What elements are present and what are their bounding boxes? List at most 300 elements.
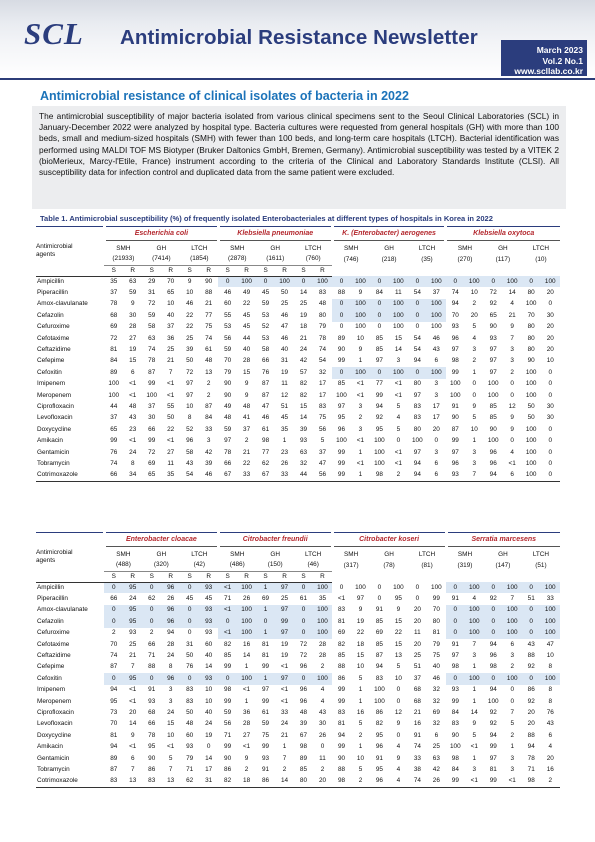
susceptible-percent: 68 <box>413 686 421 694</box>
susceptible-percent: 97 <box>489 368 497 376</box>
susceptible-percent: 97 <box>337 402 346 410</box>
resistant-percent: 100 <box>541 605 560 616</box>
susceptible-percent: 81 <box>489 765 497 773</box>
susceptible-percent: 67 <box>218 470 237 481</box>
resistant-percent: 44 <box>243 334 251 342</box>
resistant-percent: 100 <box>313 616 332 627</box>
resistant-percent: 40 <box>167 311 175 319</box>
hospital-type-label: SMH <box>344 245 359 252</box>
isolate-count: (46) <box>307 561 319 569</box>
resistant-percent: 0 <box>396 731 401 739</box>
resistant-percent: 100 <box>465 616 484 627</box>
susceptible-percent: 0 <box>446 605 465 616</box>
resistant-percent: 100 <box>351 276 370 287</box>
antimicrobial-agent-name: Meropenem <box>37 391 72 399</box>
susceptible-percent: 89 <box>299 754 308 762</box>
susceptible-percent: 90 <box>337 346 346 354</box>
resistant-percent: 100 <box>465 276 484 287</box>
susceptible-percent: 97 <box>413 448 421 456</box>
resistant-percent: 15 <box>243 368 251 376</box>
susceptible-percent: 57 <box>299 368 308 376</box>
isolate-count: (486) <box>229 561 245 569</box>
resistant-percent: 10 <box>356 754 365 762</box>
resistant-percent: 95 <box>123 605 142 616</box>
susceptible-percent: 0 <box>415 595 420 603</box>
resistant-percent: 2 <box>541 776 560 787</box>
susceptible-percent: 99 <box>489 743 497 751</box>
susceptible-percent: 19 <box>299 311 308 319</box>
susceptible-percent: 100 <box>525 448 537 456</box>
resistant-percent: 9 <box>358 346 363 354</box>
susceptible-percent: 83 <box>337 606 346 614</box>
table-row <box>36 356 560 367</box>
susceptible-percent: 61 <box>262 425 270 433</box>
resistant-percent: 1 <box>358 357 363 365</box>
susceptible-percent: 91 <box>375 606 383 614</box>
susceptible-percent: 89 <box>110 368 118 376</box>
resistant-percent: 9 <box>472 720 477 728</box>
table-row <box>36 287 560 298</box>
organism-name: Enterobacter cloacae <box>104 533 218 547</box>
resistant-percent: 1 <box>472 368 477 376</box>
susceptible-percent: 66 <box>110 595 118 603</box>
susceptible-percent: 0 <box>370 367 389 378</box>
susceptible-label: S <box>142 571 161 582</box>
resistant-percent: 83 <box>318 402 327 410</box>
resistant-percent: 26 <box>167 595 175 603</box>
resistant-label: R <box>275 571 294 582</box>
susceptible-percent: 71 <box>148 652 156 660</box>
susceptible-percent: 98 <box>370 470 389 481</box>
resistant-percent: 3 <box>434 391 439 399</box>
susceptible-percent: 63 <box>299 448 308 456</box>
susceptible-percent: 1 <box>256 605 275 616</box>
resistant-percent: 94 <box>167 629 175 637</box>
susceptible-percent: 69 <box>337 629 346 637</box>
resistant-percent: 33 <box>205 425 213 433</box>
resistant-percent: 28 <box>318 652 327 660</box>
resistant-percent: 12 <box>508 402 516 410</box>
susceptible-percent: 93 <box>148 697 156 705</box>
susceptible-percent: 92 <box>489 720 497 728</box>
resistant-percent: <1 <box>167 380 175 388</box>
resistant-percent: 13 <box>394 652 402 660</box>
susceptible-label: S <box>104 265 123 276</box>
resistant-percent: 0 <box>206 743 211 751</box>
susceptible-percent: 0 <box>142 616 161 627</box>
resistant-percent: 39 <box>205 459 213 467</box>
resistant-percent: 15 <box>394 334 402 342</box>
susceptible-percent: 99 <box>224 743 232 751</box>
resistant-percent: 9 <box>510 323 514 331</box>
resistant-percent: 96 <box>161 605 180 616</box>
hospital-type-label: SMH <box>457 245 473 252</box>
susceptible-percent: 83 <box>337 708 346 716</box>
resistant-percent: 3 <box>510 346 514 354</box>
susceptible-percent: 25 <box>413 652 421 660</box>
resistant-percent: 35 <box>161 470 180 481</box>
antimicrobial-agent-name: Tobramycin <box>37 765 70 773</box>
susceptible-percent: 78 <box>110 300 118 308</box>
newsletter-header <box>0 0 595 80</box>
resistant-percent: 30 <box>318 720 327 728</box>
resistant-label: R <box>123 265 142 276</box>
susceptible-percent: 0 <box>332 367 351 378</box>
susceptible-percent: 0 <box>142 673 161 684</box>
susceptible-percent: 47 <box>262 402 270 410</box>
resistant-percent: 6 <box>503 470 522 481</box>
susceptible-percent: 93 <box>446 470 465 481</box>
susceptible-percent: 96 <box>299 697 308 705</box>
susceptible-percent: 58 <box>186 448 194 456</box>
susceptible-percent: 90 <box>451 414 459 422</box>
susceptible-percent: 20 <box>413 640 421 648</box>
resistant-percent: 37 <box>432 289 440 297</box>
resistant-percent: 100 <box>427 299 446 310</box>
resistant-percent: 42 <box>205 448 213 456</box>
resistant-percent: 1 <box>244 697 249 705</box>
resistant-percent: 3 <box>434 380 439 388</box>
susceptible-percent: 0 <box>294 673 313 684</box>
susceptible-percent: 87 <box>110 765 118 773</box>
susceptible-percent: 1 <box>256 673 275 684</box>
susceptible-percent: 93 <box>489 334 497 342</box>
resistant-percent: 0 <box>548 459 553 467</box>
resistant-percent: 3 <box>358 425 363 433</box>
resistant-percent: 5 <box>358 674 363 682</box>
resistant-percent: 14 <box>205 754 213 762</box>
hospital-type-row <box>36 241 560 255</box>
hospital-type-label: SMH <box>116 551 131 558</box>
susceptible-percent: 95 <box>148 743 156 751</box>
resistant-percent: 100 <box>393 323 404 331</box>
susceptible-percent: 98 <box>262 437 270 445</box>
organism-name: Citrobacter freundii <box>218 533 332 547</box>
resistant-percent: 1 <box>358 686 363 694</box>
hospital-type-label: LTCH <box>191 245 208 252</box>
resistant-percent: 0 <box>548 425 553 433</box>
resistant-percent: 20 <box>313 776 332 787</box>
susceptible-percent: 60 <box>224 300 232 308</box>
susceptible-percent: 88 <box>148 663 156 671</box>
resistant-percent: 75 <box>205 323 213 331</box>
susceptible-percent: 15 <box>299 402 308 410</box>
susceptible-percent: 53 <box>262 334 270 342</box>
resistant-percent: 35 <box>318 595 327 603</box>
susceptible-percent: 0 <box>104 605 123 616</box>
resistant-percent: 5 <box>396 402 401 410</box>
susceptible-percent: 0 <box>484 605 503 616</box>
susceptible-percent: 0 <box>408 299 427 310</box>
susceptible-percent: 96 <box>489 652 497 660</box>
resistant-percent: 4 <box>396 765 401 773</box>
resistant-percent: <1 <box>129 697 137 705</box>
resistant-percent: 31 <box>199 776 218 787</box>
resistant-percent: 93 <box>199 582 218 593</box>
resistant-percent: 100 <box>313 276 332 287</box>
susceptible-percent: 0 <box>415 323 420 331</box>
resistant-percent: 7 <box>168 368 173 376</box>
susceptible-percent: 94 <box>413 357 421 365</box>
susceptible-percent: 92 <box>527 697 535 705</box>
resistant-percent: 93 <box>199 605 218 616</box>
resistant-label: R <box>161 571 180 582</box>
antimicrobial-agent-name: Ceftazidime <box>37 652 71 660</box>
resistant-percent: 14 <box>394 346 402 354</box>
resistant-percent: 69 <box>432 708 440 716</box>
table-row <box>36 741 560 752</box>
resistant-percent: 55 <box>167 402 175 410</box>
susceptible-percent: 87 <box>375 652 383 660</box>
resistant-percent: 0 <box>396 437 401 445</box>
susceptible-percent: 44 <box>294 470 313 481</box>
hospital-type-label: LTCH <box>305 245 322 252</box>
susceptible-percent: 90 <box>148 754 156 762</box>
resistant-percent: 3 <box>434 448 439 456</box>
resistant-percent: 3 <box>168 686 173 694</box>
susceptible-percent: 0 <box>484 616 503 627</box>
susceptible-percent: 69 <box>148 459 156 467</box>
antimicrobial-agent-name: Ciprofloxacin <box>37 402 74 410</box>
susceptible-percent: 37 <box>148 402 156 410</box>
resistant-percent: 1 <box>510 743 515 751</box>
susceptible-percent: 87 <box>110 663 118 671</box>
susceptible-percent: 99 <box>337 448 346 456</box>
resistant-percent: 8 <box>168 663 173 671</box>
resistant-percent: 45 <box>243 311 251 319</box>
susceptible-percent: 100 <box>525 391 537 399</box>
susceptible-percent: 22 <box>186 323 194 331</box>
susceptible-percent: 99 <box>224 663 232 671</box>
resistant-percent: 20 <box>432 425 440 433</box>
susceptible-percent: 88 <box>527 652 535 660</box>
susceptible-percent: 1 <box>256 582 275 593</box>
issue-website: www.scllab.co.kr <box>514 66 583 76</box>
resistant-percent: <1 <box>242 743 251 751</box>
resistant-percent: 3 <box>472 459 477 467</box>
resistant-percent: 33 <box>280 708 289 716</box>
susceptible-percent: 67 <box>299 731 308 739</box>
susceptible-percent: 0 <box>522 616 541 627</box>
susceptible-percent: 95 <box>375 765 383 773</box>
antimicrobial-agent-name: Tobramycin <box>37 459 70 467</box>
resistant-label: R <box>313 265 332 276</box>
susceptible-percent: 66 <box>148 640 156 648</box>
resistant-percent: 0 <box>510 391 514 399</box>
resistant-percent: 96 <box>161 673 180 684</box>
resistant-percent: <1 <box>167 437 175 445</box>
resistant-percent: 100 <box>389 276 408 287</box>
resistant-percent: 2 <box>206 380 211 388</box>
resistant-percent: 88 <box>205 289 213 297</box>
susceptible-percent: 0 <box>218 673 237 684</box>
susceptible-percent: 93 <box>261 754 270 762</box>
resistant-percent: 9 <box>472 402 477 410</box>
resistant-percent: 74 <box>205 334 213 342</box>
antimicrobial-agent-name: Gentamicin <box>37 754 70 762</box>
resistant-percent: 9 <box>396 606 401 614</box>
susceptible-percent: 75 <box>261 731 270 739</box>
susceptible-percent: 59 <box>261 720 270 728</box>
susceptible-percent: 99 <box>148 380 156 388</box>
resistant-percent: 100 <box>393 583 404 591</box>
susceptible-percent: 37 <box>110 414 118 422</box>
resistant-percent: 3 <box>472 765 477 773</box>
resistant-percent: 97 <box>275 605 294 616</box>
resistant-percent: 45 <box>243 323 251 331</box>
resistant-percent: 0 <box>320 743 325 751</box>
susceptible-percent: 0 <box>484 582 503 593</box>
resistant-percent: 80 <box>432 617 440 625</box>
susceptible-percent: 71 <box>224 595 232 603</box>
susceptible-percent: 96 <box>299 663 308 671</box>
isolate-count: (51) <box>535 561 547 569</box>
susceptible-percent: 94 <box>527 743 535 751</box>
antimicrobial-agent-name: Doxycycline <box>37 425 72 433</box>
susceptible-percent: 71 <box>224 731 232 739</box>
susceptible-percent: 25 <box>186 334 194 342</box>
susceptible-percent: 90 <box>224 391 232 399</box>
susceptible-percent: 59 <box>224 425 232 433</box>
susceptible-percent: 56 <box>224 334 232 342</box>
susceptible-percent: 96 <box>337 425 346 433</box>
susceptible-percent: 67 <box>256 470 275 481</box>
susceptible-percent: 16 <box>413 720 421 728</box>
resistant-percent: 0 <box>548 437 553 445</box>
resistant-percent: 70 <box>167 277 175 285</box>
susceptible-percent: 0 <box>142 582 161 593</box>
resistant-percent: 17 <box>432 414 440 422</box>
antimicrobial-agent-name: Cefazolin <box>37 311 64 319</box>
resistant-percent: 97 <box>275 673 294 684</box>
table-row <box>36 470 560 481</box>
resistant-percent: 36 <box>243 708 251 716</box>
resistant-percent: <1 <box>129 743 137 751</box>
antimicrobial-agent-name: Amikacin <box>37 743 63 751</box>
susceptible-percent: 43 <box>527 640 535 648</box>
susceptible-percent: 58 <box>262 346 270 354</box>
susceptible-percent: 0 <box>370 299 389 310</box>
table-row <box>36 696 560 707</box>
resistant-percent: 74 <box>318 346 327 354</box>
susceptible-percent: 74 <box>451 289 459 297</box>
susceptible-percent: 96 <box>489 448 497 456</box>
resistant-percent: 17 <box>205 765 213 773</box>
resistant-percent: 20 <box>546 754 554 762</box>
resistant-percent: 70 <box>432 606 440 614</box>
resistant-percent: 21 <box>243 448 251 456</box>
susceptible-percent: 35 <box>110 277 118 285</box>
resistant-percent: 96 <box>161 616 180 627</box>
susceptible-percent: 2 <box>149 629 154 637</box>
resistant-percent: 10 <box>470 425 478 433</box>
susceptible-percent: 97 <box>451 448 459 456</box>
susceptible-percent: 66 <box>148 425 156 433</box>
susceptible-percent: 100 <box>374 459 385 467</box>
table-row <box>36 390 560 401</box>
resistant-percent: <1 <box>167 391 175 399</box>
resistant-percent: 30 <box>546 402 554 410</box>
newsletter-title: Antimicrobial Resistance Newsletter <box>120 26 478 49</box>
susceptible-percent: 100 <box>374 686 385 694</box>
resistant-percent: 1 <box>472 663 477 671</box>
susceptible-percent: 48 <box>299 708 308 716</box>
susceptible-percent: 97 <box>413 391 421 399</box>
resistant-percent: 9 <box>244 754 249 762</box>
susceptible-percent: 72 <box>148 448 156 456</box>
antimicrobial-agent-name: Cefuroxime <box>37 629 70 637</box>
susceptible-percent: 25 <box>299 300 308 308</box>
resistant-percent: 28 <box>129 323 137 331</box>
resistant-percent: 6 <box>434 731 439 739</box>
susceptible-percent: 50 <box>186 652 194 660</box>
antimicrobial-agent-name: Meropenem <box>37 697 72 705</box>
susceptible-percent: 77 <box>375 380 383 388</box>
susceptible-percent: 100 <box>522 470 541 481</box>
susceptible-percent: 74 <box>413 743 421 751</box>
susceptible-percent: 98 <box>451 357 459 365</box>
resistant-percent: 3 <box>168 697 173 705</box>
susceptible-percent: 86 <box>224 765 232 773</box>
resistant-percent: 0 <box>540 470 560 481</box>
resistant-percent: 100 <box>541 582 560 593</box>
resistant-label: R <box>237 571 256 582</box>
antimicrobial-agent-name: Ceftazidime <box>37 346 71 354</box>
susceptible-percent: 86 <box>375 708 383 716</box>
susceptible-percent: 55 <box>224 311 232 319</box>
antimicrobial-agent-name: Ampicillin <box>37 583 64 591</box>
resistant-percent: 22 <box>167 425 175 433</box>
resistant-percent: 2 <box>320 765 325 773</box>
resistant-percent: 25 <box>280 595 289 603</box>
hospital-type-label: LTCH <box>305 551 322 558</box>
resistant-percent: 20 <box>546 289 554 297</box>
antimicrobial-agent-name: Ciprofloxacin <box>37 708 74 716</box>
susceptible-percent: 85 <box>337 380 346 388</box>
susceptible-percent: 99 <box>451 697 459 705</box>
susceptible-percent: 21 <box>413 708 421 716</box>
article-title: Antimicrobial resistance of clinical isolates of bacteria in 2022 <box>40 89 409 103</box>
susceptible-percent: 99 <box>261 697 270 705</box>
resistant-percent: 5 <box>358 765 363 773</box>
susceptible-percent: 80 <box>527 323 535 331</box>
organism-name: K. (Enterobacter) aerogenes <box>332 227 446 241</box>
antimicrobial-agent-name: Cotrimoxazole <box>36 776 104 787</box>
resistant-percent: 27 <box>167 448 175 456</box>
table-row <box>36 776 560 787</box>
susceptible-percent: 0 <box>104 673 123 684</box>
resistant-percent: 48 <box>318 300 327 308</box>
resistant-percent: 32 <box>432 686 440 694</box>
susceptible-percent: 83 <box>142 776 161 787</box>
susceptible-percent: 90 <box>489 323 497 331</box>
antimicrobial-agent-name: Cefazolin <box>37 617 64 625</box>
resistant-percent: 7 <box>510 708 515 716</box>
susceptible-percent: 92 <box>489 300 497 308</box>
resistant-percent: 3 <box>510 765 515 773</box>
susceptible-percent: 79 <box>224 368 232 376</box>
resistant-percent: 3 <box>510 652 515 660</box>
susceptible-percent: 90 <box>224 754 232 762</box>
resistant-percent: 10 <box>546 357 554 365</box>
antimicrobial-agent-name: Levofloxacin <box>37 720 73 728</box>
susceptible-percent: 99 <box>332 470 351 481</box>
table-row <box>36 401 560 412</box>
resistant-percent: 100 <box>503 628 522 639</box>
hospital-type-label: LTCH <box>191 551 208 558</box>
resistant-percent: 28 <box>243 720 251 728</box>
susceptible-percent: <1 <box>218 582 237 593</box>
